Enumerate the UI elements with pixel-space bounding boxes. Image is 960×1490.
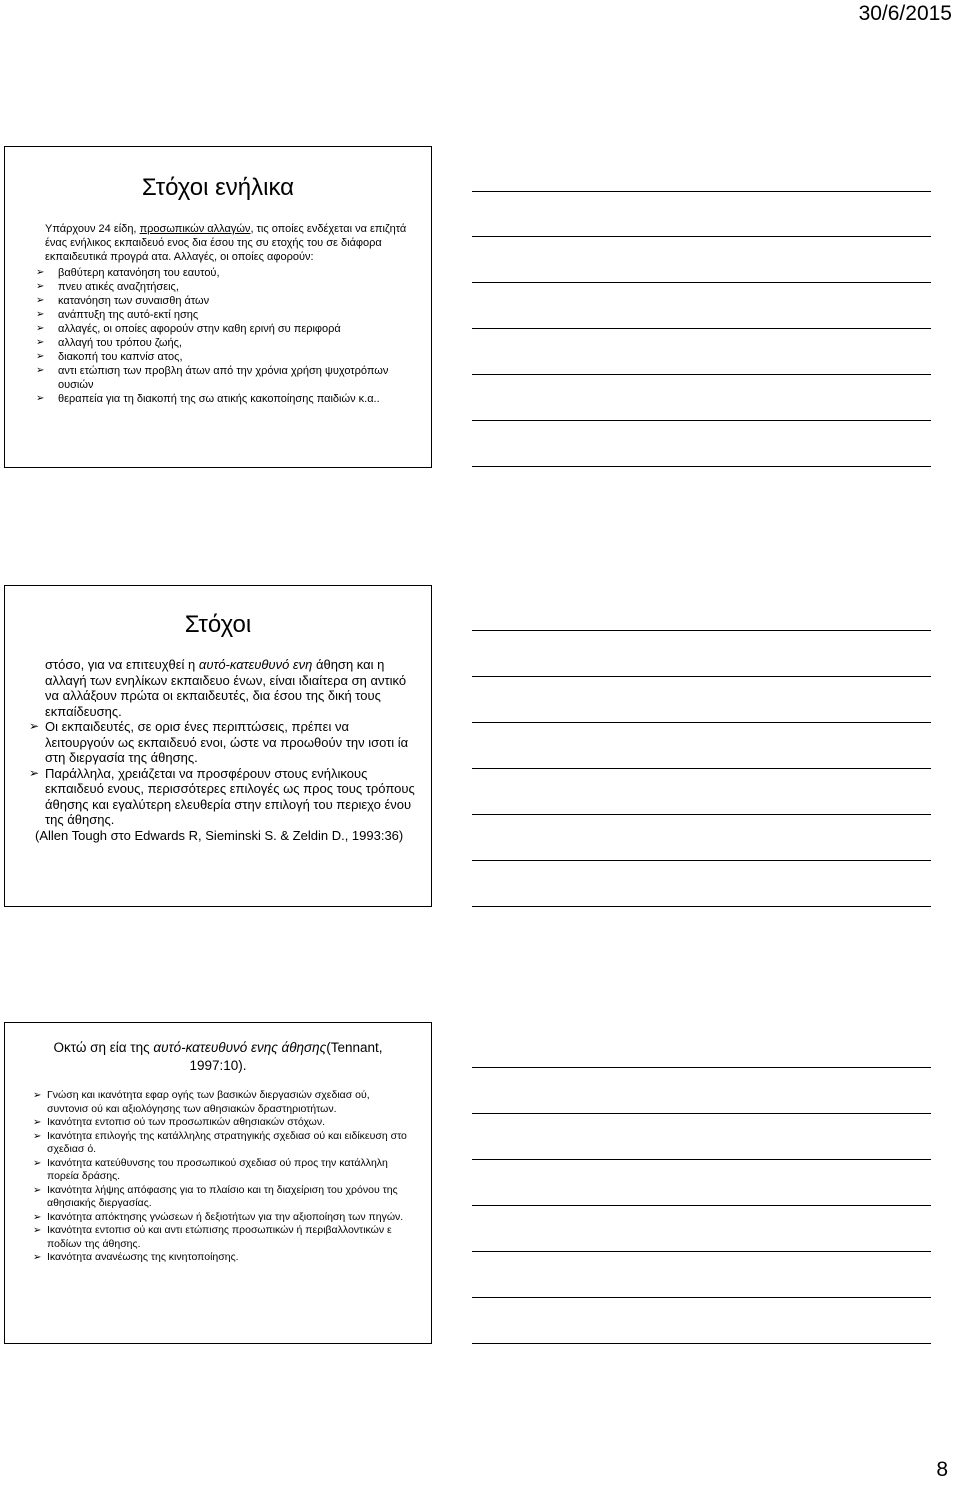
list-item: ➢ πνευ ατικές αναζητήσεις,	[45, 280, 421, 294]
list-item: ➢ κατανόηση των συναισθη άτων	[45, 294, 421, 308]
list-item: ➢ Γνώση και ικανότητα εφαρ ογής των βασικών διεργασιών σχεδιασ ού, συντονισ ού και αξιολόγησης των αθησιακών δραστηριοτήτων.	[45, 1089, 413, 1116]
page-date: 30/6/2015	[858, 2, 952, 25]
note-line	[472, 1205, 931, 1206]
list-item: ➢ αντι ετώπιση των προβλη άτων από την χρόνια χρήση ψυχοτρόπων ουσιών	[45, 364, 421, 392]
note-line	[472, 1067, 931, 1068]
list-item: ➢ Ικανότητα εντοπισ ού των προσωπικών αθησιακών στόχων.	[45, 1116, 413, 1130]
slide-body	[5, 222, 431, 406]
title-citation: (Tennant, 1997:10).	[189, 1040, 383, 1073]
abilities-list	[45, 1089, 413, 1265]
note-line	[472, 466, 931, 467]
note-line	[472, 282, 931, 283]
intro-paragraph	[35, 657, 417, 719]
note-line	[472, 1251, 931, 1252]
intro-paragraph	[45, 222, 421, 264]
list-item: ➢ αλλαγή του τρόπου ζωής,	[45, 336, 421, 350]
note-line	[472, 860, 931, 861]
change-list	[45, 266, 421, 406]
list-item: ➢ Παράλληλα, χρειάζεται να προσφέρουν στους ενήλικους εκπαιδευό ενους, περισσότερες επιλογές ως προς τους τρόπους άθησης και εγαλύτερη ελευθερία στην επιλογή του περιεχο ένου της άθησης.	[35, 766, 417, 828]
list-item: ➢ αλλαγές, οι οποίες αφορούν στην καθη ερινή συ περιφορά	[45, 322, 421, 336]
note-line	[472, 768, 931, 769]
slide-title: Στόχοι	[184, 611, 252, 638]
note-line	[472, 191, 931, 192]
page-number: 8	[936, 1458, 948, 1481]
note-line	[472, 1297, 931, 1298]
note-line	[472, 722, 931, 723]
list-item: ➢ Ικανότητα εντοπισ ού και αντι ετώπισης προσωπικών ή περιβαλλοντικών ε ποδίων της άθησης.	[45, 1224, 413, 1251]
note-line	[472, 630, 931, 631]
slide-body	[5, 657, 431, 843]
goals-list	[35, 719, 417, 828]
note-line	[472, 1159, 931, 1160]
slide-goals	[4, 585, 432, 907]
list-item: ➢ διακοπή του καπνίσ ατος,	[45, 350, 421, 364]
note-line	[472, 328, 931, 329]
list-item: ➢ θεραπεία για τη διακοπή της σω ατικής κακοποίησης παιδιών κ.α..	[45, 392, 421, 406]
note-line	[472, 1113, 931, 1114]
note-line	[472, 420, 931, 421]
para-text-continued: άθηση και η αλλαγή των ενηλίκων εκπαιδευο ένων, είναι ιδιαίτερα ση αντικό να αλλάξουν πρώτα οι εκπαιδευτές, δια έσου της δική τους εκπαίδευσης.	[45, 657, 407, 719]
slide-title	[35, 1039, 401, 1075]
list-item: ➢ Ικανότητα ανανέωσης της κινητοποίησης.	[45, 1251, 413, 1265]
list-item: ➢ Ικανότητα λήψης απόφασης για το πλαίσιο και τη διαχείριση του χρόνου της αθησιακής διεργασίας.	[45, 1184, 413, 1211]
intro-text-continued: , τις οποίες ενδέχεται να επιζητά ένας ενήλικος εκπαιδευό ενος δια έσου της συ ετοχής του σε διάφορα εκπαιδευτικά προγρά ατα. Αλλαγές, οι οποίες αφορούν:	[45, 223, 407, 263]
slide-body	[5, 1089, 431, 1265]
slide-adult-goals	[4, 146, 432, 468]
list-item: ➢ βαθύτερη κατανόηση του εαυτού,	[45, 266, 421, 280]
note-line	[472, 676, 931, 677]
note-line	[472, 374, 931, 375]
list-item: ➢ Ικανότητα κατεύθυνσης του προσωπικού σχεδιασ ού προς την κατάλληλη πορεία δράσης.	[45, 1157, 413, 1184]
title-text: Οκτώ ση εία της	[53, 1040, 154, 1055]
note-line	[472, 906, 931, 907]
list-item: ➢ ανάπτυξη της αυτό-εκτί ησης	[45, 308, 421, 322]
list-item: ➢ Οι εκπαιδευτές, σε ορισ ένες περιπτώσεις, πρέπει να λειτουργούν ως εκπαιδευό ενοι, ώστε να προωθούν την ισοτι ία στη διεργασία της άθησης.	[35, 719, 417, 766]
slide-title: Στόχοι ενήλικα	[141, 174, 295, 201]
note-line	[472, 236, 931, 237]
intro-text: Υπάρχουν 24 είδη,	[45, 223, 140, 235]
slide-eight-points	[4, 1022, 432, 1344]
citation: (Allen Tough στο Edwards R, Sieminski S. & Zeldin D., 1993:36)	[35, 827, 404, 843]
note-line	[472, 814, 931, 815]
list-item: ➢ Ικανότητα απόκτησης γνώσεων ή δεξιοτήτων για την αξιοποίηση των πηγών.	[45, 1211, 413, 1225]
note-line	[472, 1343, 931, 1344]
list-item: ➢ Ικανότητα επιλογής της κατάλληλης στρατηγικής σχεδιασ ού και ειδίκευση στο σχεδιασ ό.	[45, 1130, 413, 1157]
para-italic-term: αυτό-κατευθυνό ενη	[198, 657, 313, 672]
intro-link[interactable]: προσωπικών αλλαγών	[139, 223, 251, 235]
para-text: στόσο, για να επιτευχθεί η	[45, 657, 199, 672]
title-italic-term: αυτό-κατευθυνό ενης άθησης	[153, 1040, 327, 1055]
